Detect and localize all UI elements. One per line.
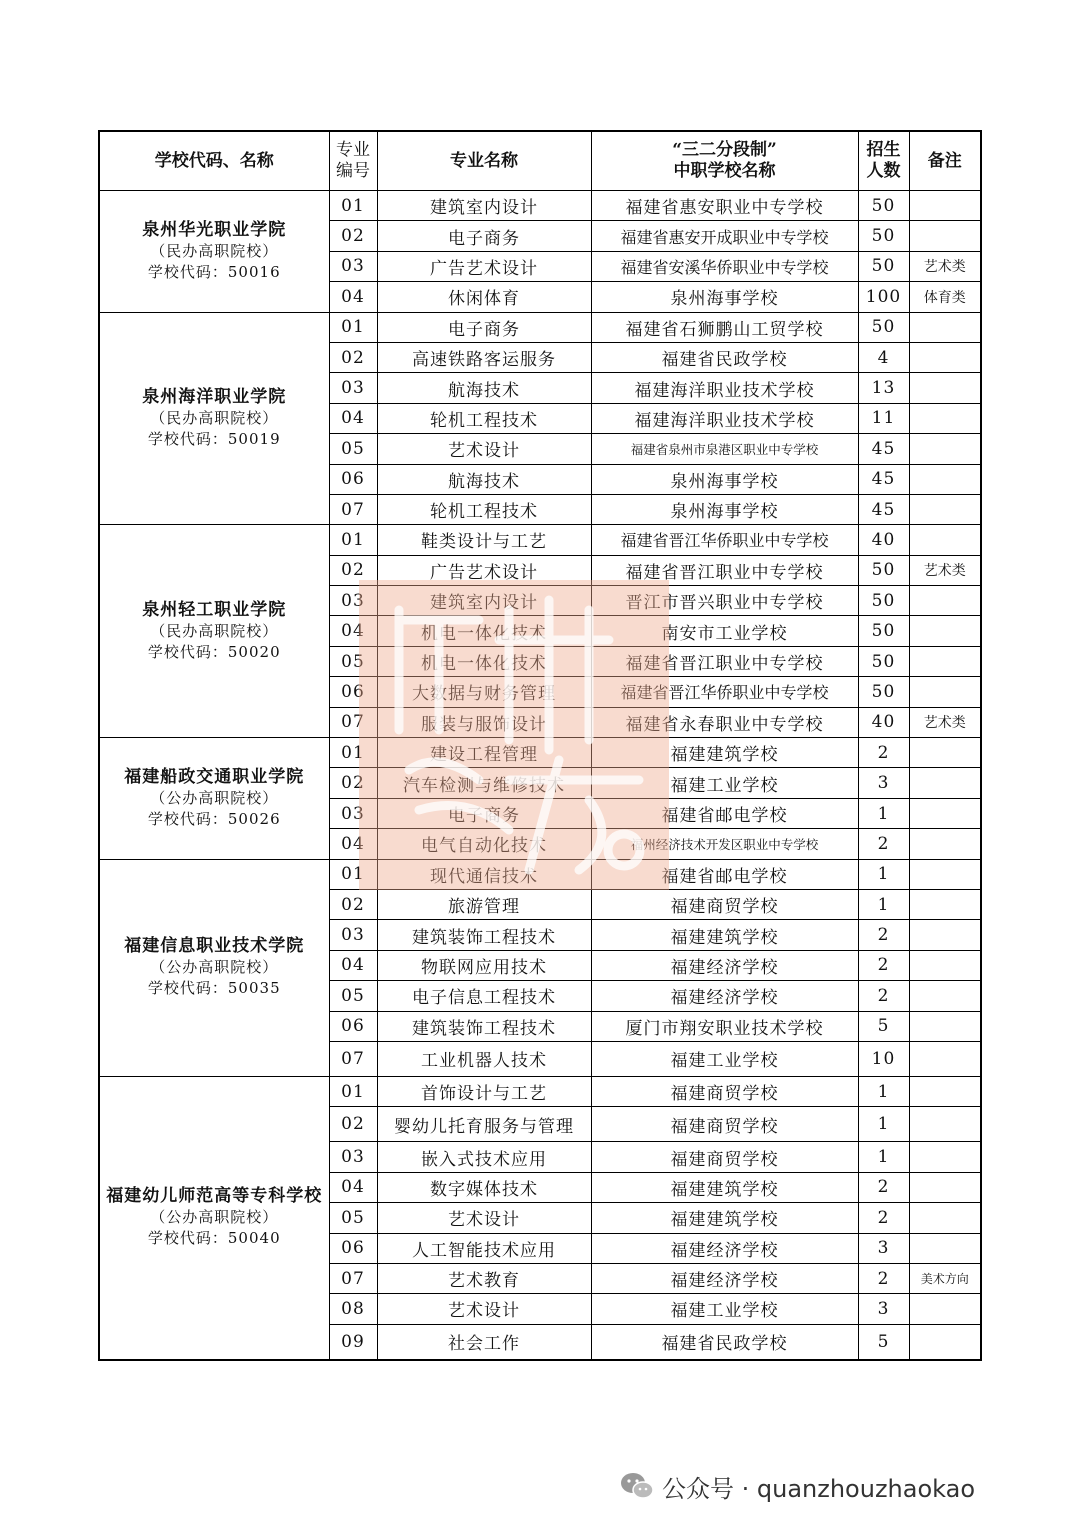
- major-code: 05: [329, 646, 377, 676]
- major-code: 05: [329, 434, 377, 464]
- enroll-count: 2: [858, 1263, 909, 1293]
- major-code: 07: [329, 494, 377, 524]
- mid-school-name: 福建建筑学校: [591, 920, 858, 950]
- major-code: 04: [329, 403, 377, 433]
- header-mid-school: “三二分段制” 中职学校名称: [591, 131, 858, 191]
- major-name: 轮机工程技术: [377, 403, 591, 433]
- remark: 艺术类: [909, 707, 981, 737]
- header-code: 专业 编号: [329, 131, 377, 191]
- footer-account: [620, 1466, 975, 1506]
- enroll-count: 50: [858, 646, 909, 676]
- school-name: 福建幼儿师范高等专科学校: [106, 1186, 323, 1207]
- remark: [909, 373, 981, 403]
- major-name: 首饰设计与工艺: [377, 1076, 591, 1106]
- enroll-count: 3: [858, 768, 909, 798]
- major-code: 01: [329, 1076, 377, 1106]
- mid-school-name: 泉州海事学校: [591, 464, 858, 494]
- mid-school-name: 福建商贸学校: [591, 1142, 858, 1172]
- major-name: 建筑装饰工程技术: [377, 920, 591, 950]
- major-code: 03: [329, 920, 377, 950]
- major-name: 艺术设计: [377, 1203, 591, 1233]
- enroll-count: 50: [858, 616, 909, 646]
- major-code: 04: [329, 829, 377, 859]
- remark: [909, 1203, 981, 1233]
- enroll-count: 40: [858, 525, 909, 555]
- major-name: 嵌入式技术应用: [377, 1142, 591, 1172]
- table-row: [99, 738, 981, 768]
- enroll-count: 45: [858, 434, 909, 464]
- wechat-icon: [620, 1471, 654, 1501]
- major-name: 工业机器人技术: [377, 1041, 591, 1076]
- school-type: （民办高职院校）: [150, 621, 279, 640]
- major-name: 机电一体化技术: [377, 616, 591, 646]
- remark: [909, 494, 981, 524]
- remark: [909, 1011, 981, 1041]
- mid-school-name: 福建省惠安职业中专学校: [591, 191, 858, 221]
- major-name: 广告艺术设计: [377, 251, 591, 281]
- major-name: 建筑室内设计: [377, 586, 591, 616]
- enroll-count: 50: [858, 312, 909, 342]
- footer-text: 公众号 · quanzhouzhaokao: [662, 1474, 976, 1503]
- remark: [909, 829, 981, 859]
- major-code: 03: [329, 798, 377, 828]
- enroll-count: 2: [858, 1203, 909, 1233]
- enroll-count: 2: [858, 981, 909, 1011]
- enroll-count: 100: [858, 282, 909, 312]
- enroll-count: 50: [858, 586, 909, 616]
- school-cell: [99, 738, 329, 860]
- mid-school-name: 福建省晋江华侨职业中专学校: [591, 525, 858, 555]
- mid-school-name: 福建省惠安开成职业中专学校: [591, 221, 858, 251]
- major-code: 01: [329, 525, 377, 555]
- major-name: 艺术设计: [377, 1294, 591, 1324]
- remark: [909, 312, 981, 342]
- major-code: 02: [329, 768, 377, 798]
- table-row: [99, 859, 981, 889]
- mid-school-name: 福建省晋江华侨职业中专学校: [591, 677, 858, 707]
- table-row: [99, 1076, 981, 1106]
- mid-school-name: 福建经济学校: [591, 981, 858, 1011]
- mid-school-name: 福建省石狮鹏山工贸学校: [591, 312, 858, 342]
- major-code: 02: [329, 221, 377, 251]
- enroll-count: 2: [858, 950, 909, 980]
- remark: 艺术类: [909, 555, 981, 585]
- major-code: 02: [329, 342, 377, 372]
- remark: [909, 889, 981, 919]
- enroll-count: 5: [858, 1011, 909, 1041]
- remark: [909, 859, 981, 889]
- mid-school-name: 福建省安溪华侨职业中专学校: [591, 251, 858, 281]
- major-name: 数字媒体技术: [377, 1172, 591, 1202]
- enroll-count: 50: [858, 251, 909, 281]
- major-name: 人工智能技术应用: [377, 1233, 591, 1263]
- mid-school-name: 晋江市晋兴职业中专学校: [591, 586, 858, 616]
- remark: [909, 981, 981, 1011]
- header-major: 专业名称: [377, 131, 591, 191]
- major-code: 01: [329, 859, 377, 889]
- major-code: 06: [329, 1011, 377, 1041]
- enroll-count: 1: [858, 1076, 909, 1106]
- enroll-count: 1: [858, 798, 909, 828]
- school-code: 学校代码：50016: [147, 262, 281, 281]
- enroll-count: 13: [858, 373, 909, 403]
- mid-school-name: 厦门市翔安职业技术学校: [591, 1011, 858, 1041]
- mid-school-name: 福建建筑学校: [591, 738, 858, 768]
- mid-school-name: 福建省邮电学校: [591, 798, 858, 828]
- school-type: （民办高职院校）: [150, 408, 279, 427]
- school-cell: [99, 525, 329, 738]
- enroll-count: 1: [858, 889, 909, 919]
- school-type: （公办高职院校）: [150, 788, 279, 807]
- enroll-count: 1: [858, 1142, 909, 1172]
- school-type: （公办高职院校）: [150, 1208, 279, 1227]
- enroll-count: 2: [858, 1172, 909, 1202]
- major-code: 08: [329, 1294, 377, 1324]
- table-row: [99, 191, 981, 221]
- mid-school-name: 福建海洋职业技术学校: [591, 403, 858, 433]
- enroll-count: 40: [858, 707, 909, 737]
- major-name: 服装与服饰设计: [377, 707, 591, 737]
- mid-school-name: 福建海洋职业技术学校: [591, 373, 858, 403]
- mid-school-name: 福建建筑学校: [591, 1172, 858, 1202]
- major-code: 01: [329, 312, 377, 342]
- major-code: 06: [329, 1233, 377, 1263]
- remark: [909, 950, 981, 980]
- mid-school-name: 福建建筑学校: [591, 1203, 858, 1233]
- table-row: [99, 312, 981, 342]
- major-name: 大数据与财务管理: [377, 677, 591, 707]
- major-name: 机电一体化技术: [377, 646, 591, 676]
- school-name: 泉州海洋职业学院: [142, 386, 287, 407]
- remark: [909, 1107, 981, 1142]
- major-code: 06: [329, 677, 377, 707]
- major-name: 艺术设计: [377, 434, 591, 464]
- mid-school-name: 福建工业学校: [591, 768, 858, 798]
- remark: [909, 1172, 981, 1202]
- major-name: 鞋类设计与工艺: [377, 525, 591, 555]
- header-count: 招生 人数: [858, 131, 909, 191]
- major-name: 轮机工程技术: [377, 494, 591, 524]
- remark: [909, 525, 981, 555]
- major-code: 02: [329, 555, 377, 585]
- remark: [909, 586, 981, 616]
- enroll-count: 1: [858, 859, 909, 889]
- major-name: 婴幼儿托育服务与管理: [377, 1107, 591, 1142]
- major-name: 航海技术: [377, 464, 591, 494]
- remark: [909, 677, 981, 707]
- major-name: 电子信息工程技术: [377, 981, 591, 1011]
- mid-school-name: 福建经济学校: [591, 950, 858, 980]
- major-name: 广告艺术设计: [377, 555, 591, 585]
- enroll-count: 11: [858, 403, 909, 433]
- school-cell: [99, 191, 329, 313]
- major-code: 03: [329, 586, 377, 616]
- major-code: 01: [329, 738, 377, 768]
- remark: [909, 646, 981, 676]
- mid-school-name: 福建省永春职业中专学校: [591, 707, 858, 737]
- enroll-count: 3: [858, 1294, 909, 1324]
- remark: [909, 1324, 981, 1360]
- remark: [909, 1142, 981, 1172]
- major-code: 04: [329, 1172, 377, 1202]
- enroll-count: 4: [858, 342, 909, 372]
- enroll-count: 50: [858, 191, 909, 221]
- remark: [909, 221, 981, 251]
- remark: 美术方向: [909, 1263, 981, 1293]
- enroll-count: 50: [858, 555, 909, 585]
- mid-school-name: 泉州海事学校: [591, 494, 858, 524]
- table-row: [99, 525, 981, 555]
- header-note: 备注: [909, 131, 981, 191]
- enroll-count: 50: [858, 677, 909, 707]
- remark: [909, 798, 981, 828]
- enroll-count: 50: [858, 221, 909, 251]
- school-code: 学校代码：50040: [147, 1229, 281, 1248]
- enroll-count: 5: [858, 1324, 909, 1360]
- enroll-count: 45: [858, 494, 909, 524]
- enroll-count: 3: [858, 1233, 909, 1263]
- major-name: 社会工作: [377, 1324, 591, 1360]
- table-body: [99, 191, 981, 1360]
- enroll-count: 1: [858, 1107, 909, 1142]
- mid-school-name: 福建省晋江职业中专学校: [591, 555, 858, 585]
- header-row: [99, 131, 981, 191]
- major-name: 航海技术: [377, 373, 591, 403]
- school-name: 泉州轻工职业学院: [142, 599, 287, 620]
- major-code: 07: [329, 1263, 377, 1293]
- school-cell: [99, 859, 329, 1076]
- school-code: 学校代码：50020: [147, 642, 281, 661]
- major-code: 04: [329, 616, 377, 646]
- major-name: 建设工程管理: [377, 738, 591, 768]
- mid-school-name: 福建商贸学校: [591, 1076, 858, 1106]
- school-code: 学校代码：50035: [147, 979, 281, 998]
- school-cell: [99, 312, 329, 525]
- remark: 艺术类: [909, 251, 981, 281]
- mid-school-name: 福建省民政学校: [591, 342, 858, 372]
- school-name: 福建信息职业技术学院: [124, 936, 305, 957]
- major-name: 现代通信技术: [377, 859, 591, 889]
- major-name: 电气自动化技术: [377, 829, 591, 859]
- remark: [909, 920, 981, 950]
- mid-school-name: 福州经济技术开发区职业中专学校: [591, 829, 858, 859]
- school-code: 学校代码：50026: [147, 809, 281, 828]
- mid-school-name: 泉州海事学校: [591, 282, 858, 312]
- major-name: 电子商务: [377, 312, 591, 342]
- major-code: 09: [329, 1324, 377, 1360]
- major-name: 电子商务: [377, 221, 591, 251]
- major-code: 04: [329, 950, 377, 980]
- major-code: 05: [329, 1203, 377, 1233]
- remark: [909, 191, 981, 221]
- enroll-count: 2: [858, 829, 909, 859]
- major-code: 03: [329, 251, 377, 281]
- major-name: 电子商务: [377, 798, 591, 828]
- remark: [909, 768, 981, 798]
- school-code: 学校代码：50019: [147, 429, 281, 448]
- school-cell: [99, 1076, 329, 1359]
- remark: [909, 1233, 981, 1263]
- enroll-count: 10: [858, 1041, 909, 1076]
- remark: [909, 1076, 981, 1106]
- major-code: 03: [329, 373, 377, 403]
- school-name: 福建船政交通职业学院: [124, 766, 305, 787]
- remark: [909, 1294, 981, 1324]
- school-name: 泉州华光职业学院: [142, 219, 287, 240]
- header-school: 学校代码、名称: [99, 131, 329, 191]
- school-type: （民办高职院校）: [150, 241, 279, 260]
- major-name: 物联网应用技术: [377, 950, 591, 980]
- major-code: 06: [329, 464, 377, 494]
- major-name: 高速铁路客运服务: [377, 342, 591, 372]
- remark: [909, 1041, 981, 1076]
- major-code: 07: [329, 707, 377, 737]
- remark: [909, 434, 981, 464]
- major-name: 建筑室内设计: [377, 191, 591, 221]
- mid-school-name: 福建省晋江职业中专学校: [591, 646, 858, 676]
- school-type: （公办高职院校）: [150, 958, 279, 977]
- major-name: 汽车检测与维修技术: [377, 768, 591, 798]
- major-code: 01: [329, 191, 377, 221]
- remark: [909, 342, 981, 372]
- remark: [909, 738, 981, 768]
- mid-school-name: 福建工业学校: [591, 1041, 858, 1076]
- major-code: 02: [329, 1107, 377, 1142]
- mid-school-name: 福建工业学校: [591, 1294, 858, 1324]
- major-name: 建筑装饰工程技术: [377, 1011, 591, 1041]
- remark: [909, 403, 981, 433]
- major-name: 休闲体育: [377, 282, 591, 312]
- mid-school-name: 福建经济学校: [591, 1263, 858, 1293]
- remark: [909, 616, 981, 646]
- major-name: 艺术教育: [377, 1263, 591, 1293]
- remark: 体育类: [909, 282, 981, 312]
- remark: [909, 464, 981, 494]
- mid-school-name: 南安市工业学校: [591, 616, 858, 646]
- mid-school-name: 福建省泉州市泉港区职业中专学校: [591, 434, 858, 464]
- enrollment-table: [98, 130, 982, 1361]
- mid-school-name: 福建省邮电学校: [591, 859, 858, 889]
- major-code: 05: [329, 981, 377, 1011]
- enroll-count: 2: [858, 920, 909, 950]
- mid-school-name: 福建商贸学校: [591, 889, 858, 919]
- major-code: 03: [329, 1142, 377, 1172]
- major-code: 04: [329, 282, 377, 312]
- major-name: 旅游管理: [377, 889, 591, 919]
- mid-school-name: 福建商贸学校: [591, 1107, 858, 1142]
- major-code: 02: [329, 889, 377, 919]
- mid-school-name: 福建经济学校: [591, 1233, 858, 1263]
- mid-school-name: 福建省民政学校: [591, 1324, 858, 1360]
- enroll-count: 45: [858, 464, 909, 494]
- major-code: 07: [329, 1041, 377, 1076]
- enroll-count: 2: [858, 738, 909, 768]
